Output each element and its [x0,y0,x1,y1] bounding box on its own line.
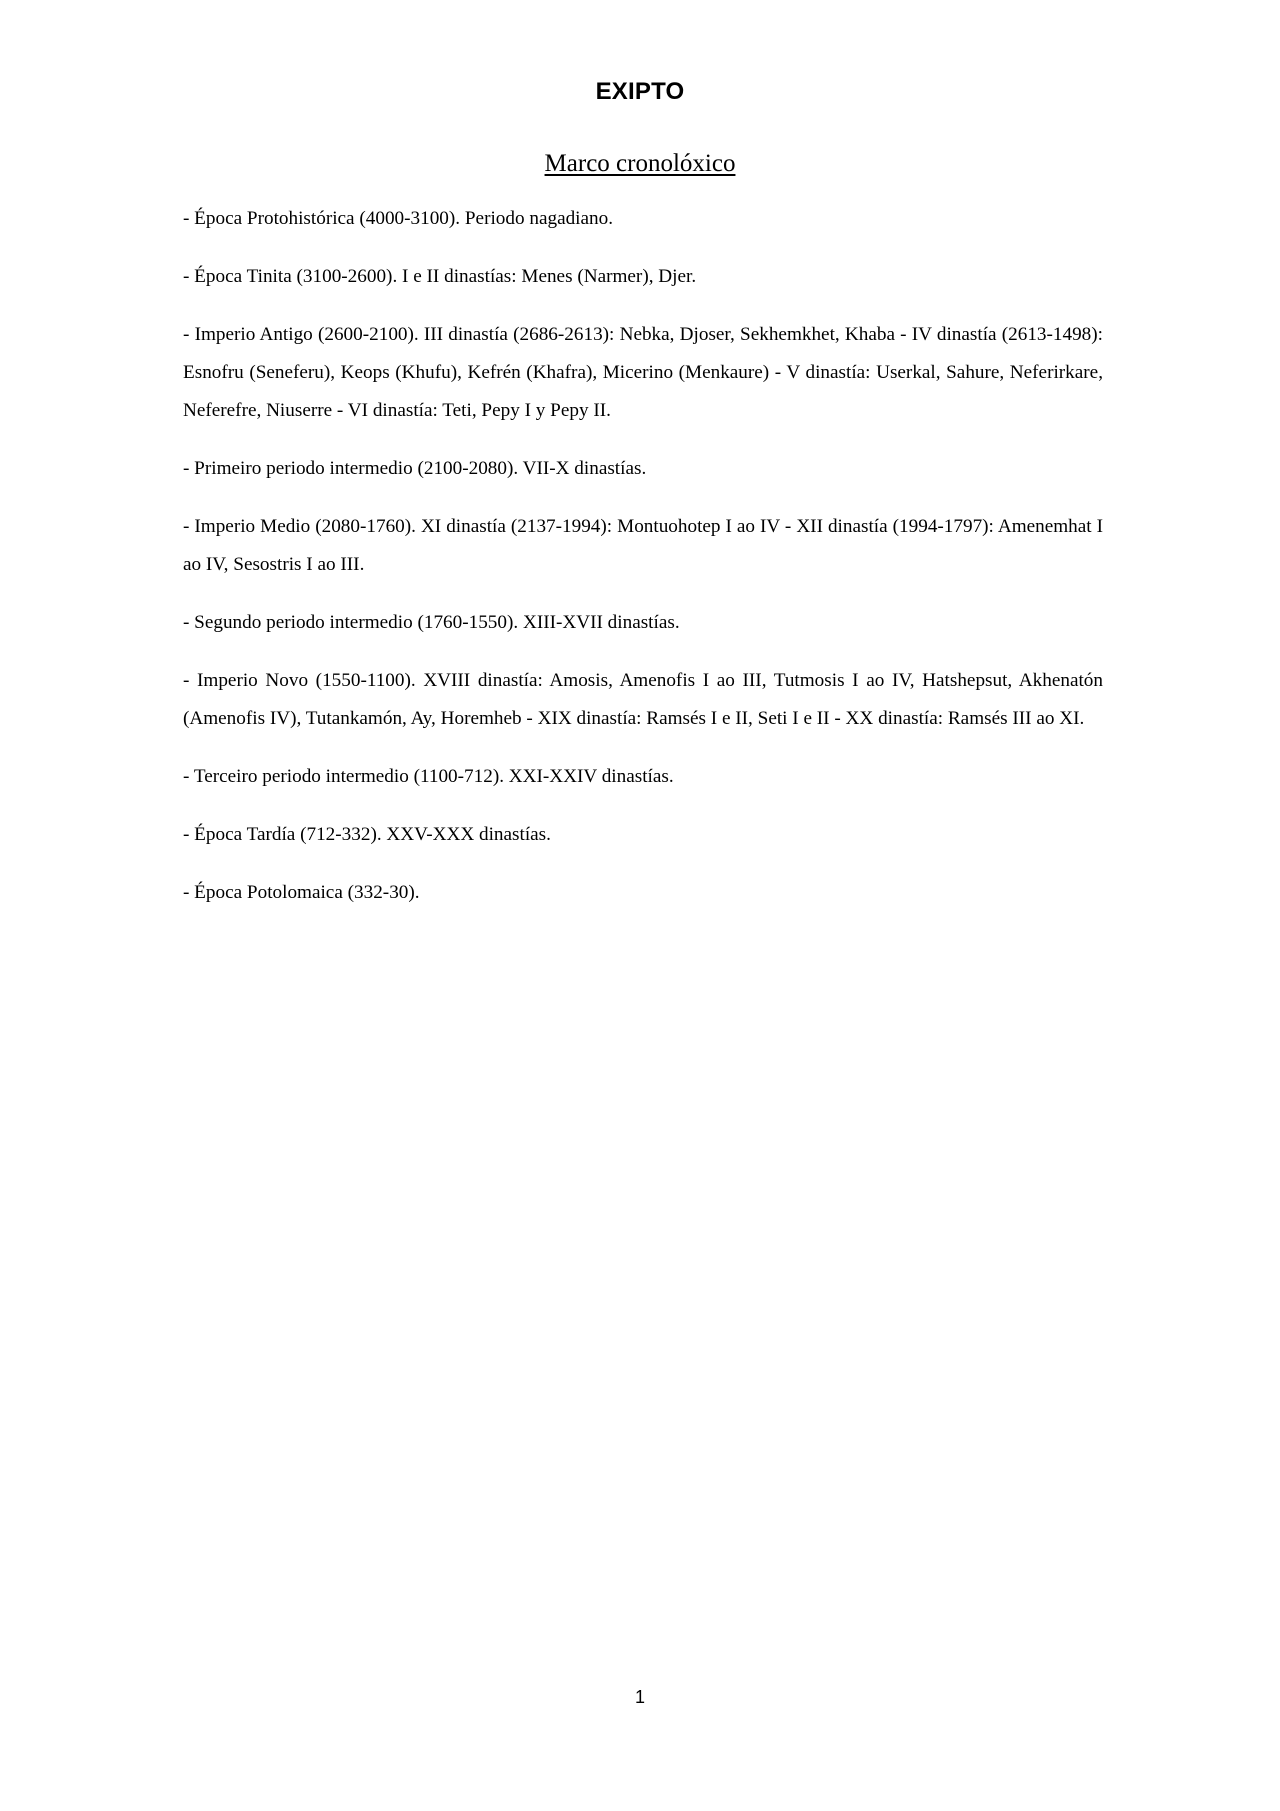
chronology-entry: - Terceiro periodo intermedio (1100-712). XXI-XXIV dinastías. [183,766,674,787]
page-number: 1 [634,1687,645,1707]
chronology-entry: - Imperio Antigo (2600-2100). III dinastía (2686-2613): Nebka, Djoser, Sekhemkhet, Khaba - IV dinastía (2613-1498): Esnofru (Seneferu), Keops (Khufu), Kefrén (Khafra), Micerino (Menkaure) - V dinastía: Userkal, Sahure, Neferirkare, Neferefre, Niuserre - VI dinastía: Teti, Pepy I y Pepy II. [183,324,1103,421]
section-heading: Marco cronolóxico [544,150,736,177]
chronology-entry: - Época Tinita (3100-2600). I e II dinastías: Menes (Narmer), Djer. [183,266,697,287]
chronology-entry: - Imperio Medio (2080-1760). XI dinastía (2137-1994): Montuohotep I ao IV - XII dinastía (1994-1797): Amenemhat I ao IV, Sesostris I ao III. [183,516,1103,575]
chronology-entry: - Época Potolomaica (332-30). [183,882,420,903]
chronology-entry: - Segundo periodo intermedio (1760-1550). XIII-XVII dinastías. [183,612,680,633]
chronology-entry: - Época Tardía (712-332). XXV-XXX dinastías. [183,824,551,845]
chronology-entry: - Época Protohistórica (4000-3100). Periodo nagadiano. [183,208,614,229]
chronology-entry: - Imperio Novo (1550-1100). XVIII dinastía: Amosis, Amenofis I ao III, Tutmosis I ao IV, Hatshepsut, Akhenatón (Amenofis IV), Tutankamón, Ay, Horemheb - XIX dinastía: Ramsés I e II, Seti I e II - XX dinastía: Ramsés III ao XI. [183,670,1103,729]
chronology-list [183,200,1103,932]
document-title: EXIPTO [595,78,685,105]
chronology-entry: - Primeiro periodo intermedio (2100-2080). VII-X dinastías. [183,458,647,479]
